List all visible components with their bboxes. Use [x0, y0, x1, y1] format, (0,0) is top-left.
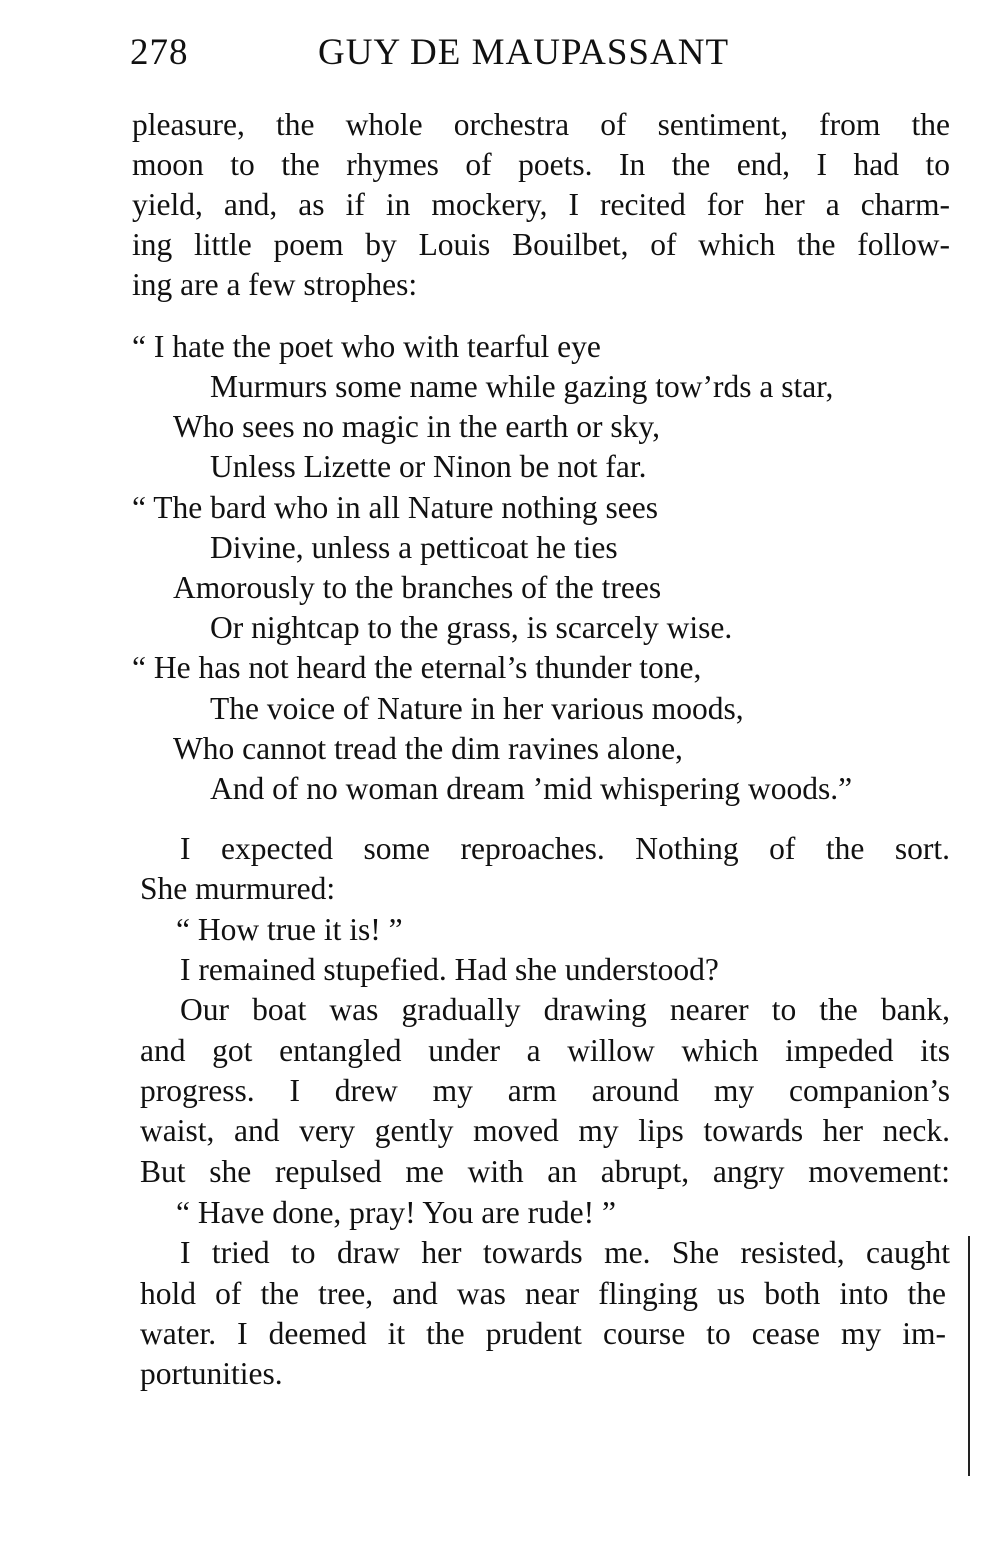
body-line: I tried to draw her towards me. She resisted, caught: [180, 1235, 950, 1270]
body-line: “ Have done, pray! You are rude! ”: [176, 1195, 616, 1230]
poem-line: “ He has not heard the eternal’s thunder tone,: [132, 650, 702, 685]
poem-line: Divine, unless a petticoat he ties: [210, 530, 618, 565]
poem-line: Unless Lizette or Ninon be not far.: [210, 449, 647, 484]
body-line: She murmured:: [140, 871, 336, 906]
body-line: I expected some reproaches. Nothing of the sort.: [180, 831, 950, 866]
running-head: [130, 28, 770, 78]
poem-line: “ I hate the poet who with tearful eye: [132, 329, 601, 364]
intro-line: ing are a few strophes:: [132, 267, 418, 302]
body-line: Our boat was gradually drawing nearer to the bank,: [180, 992, 950, 1027]
poem-line: “ The bard who in all Nature nothing sees: [132, 490, 659, 525]
body-line: progress. I drew my arm around my companion’s: [140, 1073, 950, 1108]
poem-line: And of no woman dream ’mid whispering woods.”: [210, 771, 853, 806]
poem-line: The voice of Nature in her various moods,: [210, 691, 744, 726]
margin-rule: [968, 1236, 970, 1476]
body-line: waist, and very gently moved my lips towards her neck.: [140, 1113, 950, 1148]
poem-line: Who cannot tread the dim ravines alone,: [173, 731, 683, 766]
intro-line: moon to the rhymes of poets. In the end, I had to: [132, 147, 950, 182]
body-line: hold of the tree, and was near flinging us both into the: [140, 1276, 946, 1311]
poem-line: Or nightcap to the grass, is scarcely wise.: [210, 610, 733, 645]
page-number: 278: [130, 32, 189, 73]
poem-line: Who sees no magic in the earth or sky,: [173, 409, 660, 444]
poem-line: Murmurs some name while gazing tow’rds a star,: [210, 369, 834, 404]
running-title: GUY DE MAUPASSANT: [318, 32, 730, 73]
intro-line: yield, and, as if in mockery, I recited for her a charm-: [132, 187, 950, 222]
body-line: But she repulsed me with an abrupt, angry movement:: [140, 1154, 950, 1189]
intro-line: ing little poem by Louis Bouilbet, of which the follow-: [132, 227, 950, 262]
body-line: “ How true it is! ”: [176, 912, 403, 947]
poem-line: Amorously to the branches of the trees: [173, 570, 662, 605]
body-line: portunities.: [140, 1356, 283, 1391]
body-line: I remained stupefied. Had she understood?: [180, 952, 719, 987]
body-line: and got entangled under a willow which impeded its: [140, 1033, 950, 1068]
body-line: water. I deemed it the prudent course to cease my im-: [140, 1316, 946, 1351]
intro-line: pleasure, the whole orchestra of sentiment, from the: [132, 107, 950, 142]
